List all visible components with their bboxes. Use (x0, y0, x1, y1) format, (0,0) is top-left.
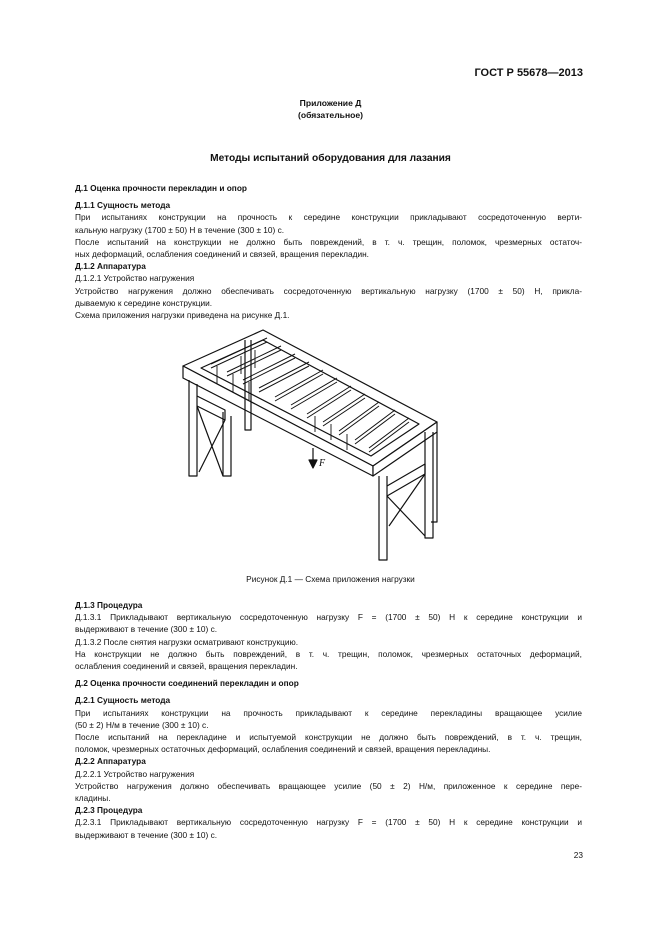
paragraph: На конструкции не должно быть повреждений, в т. ч. трещин, поломок, чрезмерных остаточных деформаций, (75, 648, 582, 659)
subsection-heading: Д.1.3 Процедура (75, 600, 143, 610)
document-code: ГОСТ Р 55678—2013 (474, 67, 583, 79)
paragraph: дываемую к середине конструкции. (75, 297, 213, 308)
paragraph: После испытаний на перекладине и испытуемой конструкции не должно быть повреждений, в т. ч. трещин, (75, 732, 582, 743)
paragraph: выдерживают в течение (300 ± 10) с. (75, 829, 218, 840)
paragraph: Д.1.3.2 После снятия нагрузки осматривают конструкцию. (75, 636, 298, 647)
paragraph: кальную нагрузку (1700 ± 50) Н в течение (300 ± 10) с. (75, 224, 285, 235)
figure-caption: Рисунок Д.1 — Схема приложения нагрузки (246, 574, 415, 584)
paragraph: Схема приложения нагрузки приведена на рисунке Д.1. (75, 310, 290, 321)
section-heading: Д.2 Оценка прочности соединений перекладин и опор (75, 678, 299, 689)
subsection-heading: Д.2.2 Аппаратура (75, 756, 146, 767)
paragraph: При испытаниях конструкции на прочность прикладывают к середине перекладины вращающее усилие (75, 707, 582, 718)
paragraph: При испытаниях конструкции на прочность к середине конструкции прикладывают сосредоточенную верти- (75, 212, 582, 223)
subsection-heading: Д.2.3 Процедура (75, 805, 143, 816)
paragraph: выдерживают в течение (300 ± 10) с. (75, 624, 218, 635)
page-number: 23 (573, 850, 583, 860)
force-label: F (319, 458, 326, 469)
section-d13-and-d2 (75, 599, 582, 841)
paragraph: поломок, чрезмерных остаточных деформаций, ослабления соединений и связей, вращения перекладины. (75, 744, 491, 755)
section-heading: Д.1 Оценка прочности перекладин и опор (75, 183, 247, 193)
appendix-subtitle: (обязательное) (297, 110, 364, 120)
paragraph: (50 ± 2) Н/м в течение (300 ± 10) с. (75, 719, 209, 730)
paragraph: кладины. (75, 793, 111, 804)
paragraph: Д.1.3.1 Прикладывают вертикальную сосредоточенную нагрузку F = (1700 ± 50) Н к середине конструкции и (75, 612, 582, 623)
section-d1 (75, 182, 582, 321)
paragraph: ослабления соединений и связей, вращения перекладин. (75, 661, 298, 672)
paragraph: Д.2.2.1 Устройство нагружения (75, 768, 195, 779)
paragraph: ных деформаций, ослабления соединений и связей, вращения перекладин. (75, 249, 369, 260)
appendix-title: Приложение Д (299, 98, 362, 108)
load-scheme-figure (175, 326, 475, 564)
main-title: Методы испытаний оборудования для лазания (210, 153, 451, 164)
paragraph: Д.1.2.1 Устройство нагружения (75, 273, 195, 284)
subsection-heading: Д.2.1 Сущность метода (75, 695, 171, 706)
paragraph: Д.2.3.1 Прикладывают вертикальную сосредоточенную нагрузку F = (1700 ± 50) Н к середине конструкции и (75, 817, 582, 828)
paragraph: Устройство нагружения должно обеспечивать сосредоточенную вертикальную нагрузку (1700 ± 50) Н, прикла- (75, 285, 582, 296)
subsection-heading: Д.1.2 Аппаратура (75, 261, 146, 272)
subsection-heading: Д.1.1 Сущность метода (75, 200, 171, 211)
paragraph: Устройство нагружения должно обеспечивать вращающее усилие (50 ± 2) Н/м, приложенное к середине пере- (75, 780, 582, 791)
paragraph: После испытаний на конструкции не должно быть повреждений, в т. ч. трещин, поломок, чрезмерных остаточ- (75, 236, 582, 247)
